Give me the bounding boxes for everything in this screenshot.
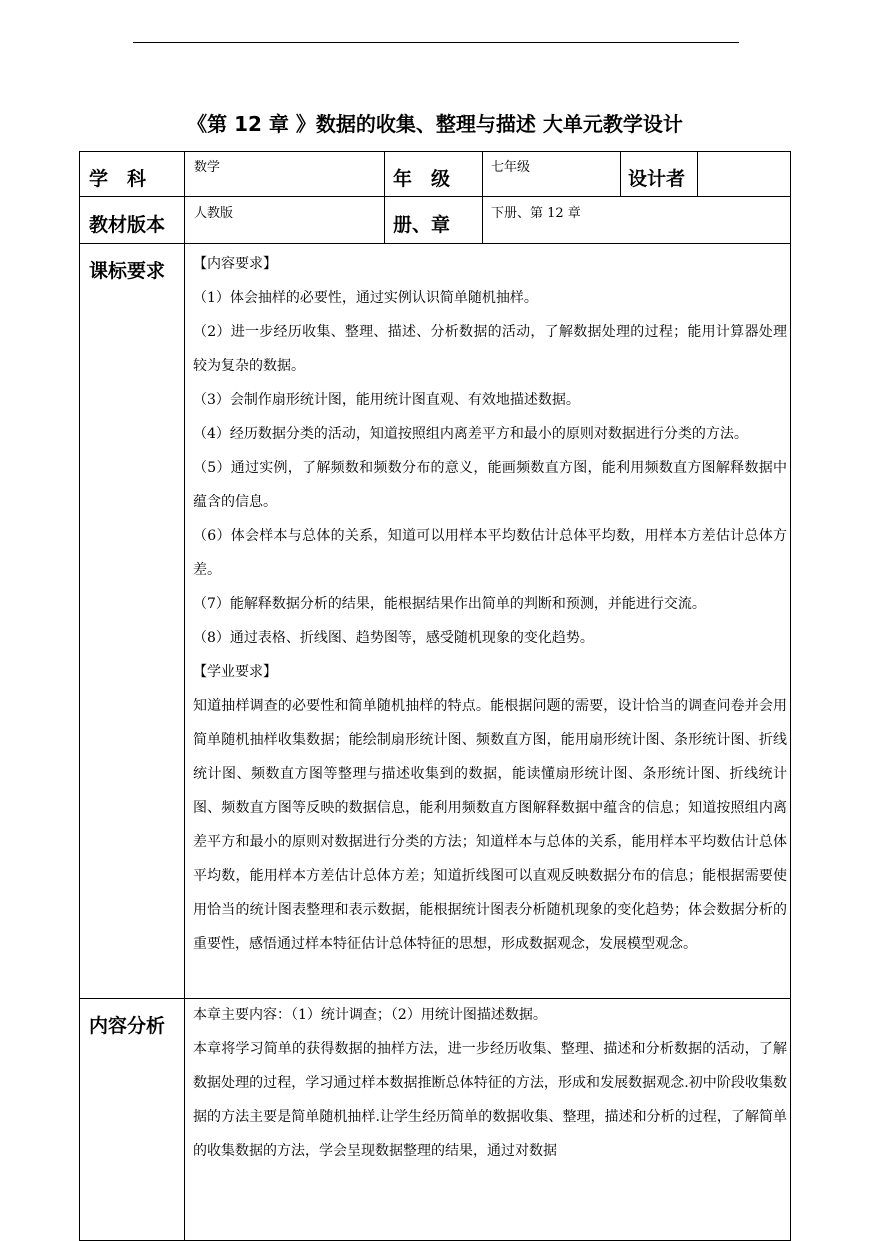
analysis-content xyxy=(193,998,787,1168)
edition-label: 教材版本 xyxy=(89,214,166,236)
requirement-item: （1）体会抽样的必要性，通过实例认识简单随机抽样。 xyxy=(193,290,538,306)
academic-requirements-text: 知道抽样调查的必要性和简单随机抽样的特点。能根据问题的需要，设计恰当的调查问卷并会用简单随机抽样收集数据；能绘制扇形统计图、频数直方图，能用扇形统计图、条形统计图、折线统计图、频数直方图等整理与描述收集到的数据，能读懂扇形统计图、条形统计图、折线统计图、频数直方图等反映的数据信息，能利用频数直方图解释数据中蕴含的信息；知道按照组内离差平方和最小的原则对数据进行分类的方法；知道样本与总体的关系，能用样本平均数估计总体平均数，能用样本方差估计总体方差；知道折线图可以直观反映数据分布的信息；能根据需要使用恰当的统计图表整理和表示数据，能根据统计图表分析随机现象的变化趋势；体会数据分析的重要性，感悟通过样本特征估计总体特征的思想，形成数据观念，发展模型观念。 xyxy=(193,698,787,952)
requirement-item: （4）经历数据分类的活动，知道按照组内离差平方和最小的原则对数据进行分类的方法。 xyxy=(193,426,748,442)
column-divider xyxy=(697,151,698,196)
column-divider xyxy=(482,151,483,243)
column-divider xyxy=(184,151,185,1241)
academic-requirements-heading: 【学业要求】 xyxy=(193,664,277,680)
requirement-item: （8）通过表格、折线图、趋势图等，感受随机现象的变化趋势。 xyxy=(193,630,594,646)
curriculum-label: 课标要求 xyxy=(89,260,166,282)
designer-label: 设计者 xyxy=(628,168,686,190)
subject-value: 数学 xyxy=(194,160,221,175)
requirement-item: （3）会制作扇形统计图，能用统计图直观、有效地描述数据。 xyxy=(193,392,580,408)
analysis-summary: 本章主要内容：（1）统计调查；（2）用统计图描述数据。 xyxy=(193,1007,547,1023)
requirement-item: （7）能解释数据分析的结果，能根据结果作出简单的判断和预测，并能进行交流。 xyxy=(193,596,706,612)
grade-label: 年 级 xyxy=(393,168,451,190)
analysis-label: 内容分析 xyxy=(89,1015,166,1037)
analysis-text: 本章将学习简单的获得数据的抽样方法，进一步经历收集、整理、描述和分析数据的活动，了解数据处理的过程，学习通过样本数据推断总体特征的方法，形成和发展数据观念.初中阶段收集数据的方法主要是简单随机抽样.让学生经历简单的数据收集、整理，描述和分析的过程，了解简单的收集数据的方法，学会呈现数据整理的结果，通过对数据 xyxy=(193,1041,787,1159)
requirement-item: （6）体会样本与总体的关系，知道可以用样本平均数估计总体平均数，用样本方差估计总体方差。 xyxy=(193,528,787,578)
row-divider xyxy=(79,243,791,244)
column-divider xyxy=(620,151,621,196)
curriculum-content xyxy=(193,247,787,961)
subject-label: 学 科 xyxy=(89,168,147,190)
requirement-item: （2）进一步经历收集、整理、描述、分析数据的活动，了解数据处理的过程；能用计算器处理较为复杂的数据。 xyxy=(193,324,787,374)
row-divider xyxy=(79,196,791,197)
content-requirements-heading: 【内容要求】 xyxy=(193,256,277,272)
chapter-value: 下册、第 12 章 xyxy=(491,206,581,221)
header-rule xyxy=(133,42,739,43)
column-divider xyxy=(384,151,385,243)
requirement-item: （5）通过实例，了解频数和频数分布的意义，能画频数直方图，能利用频数直方图解释数据中蕴含的信息。 xyxy=(193,460,787,510)
edition-value: 人教版 xyxy=(194,206,234,221)
chapter-label: 册、章 xyxy=(393,214,451,236)
grade-value: 七年级 xyxy=(491,160,531,175)
document-title: 《第 12 章 》数据的收集、整理与描述 大单元教学设计 xyxy=(187,112,683,136)
